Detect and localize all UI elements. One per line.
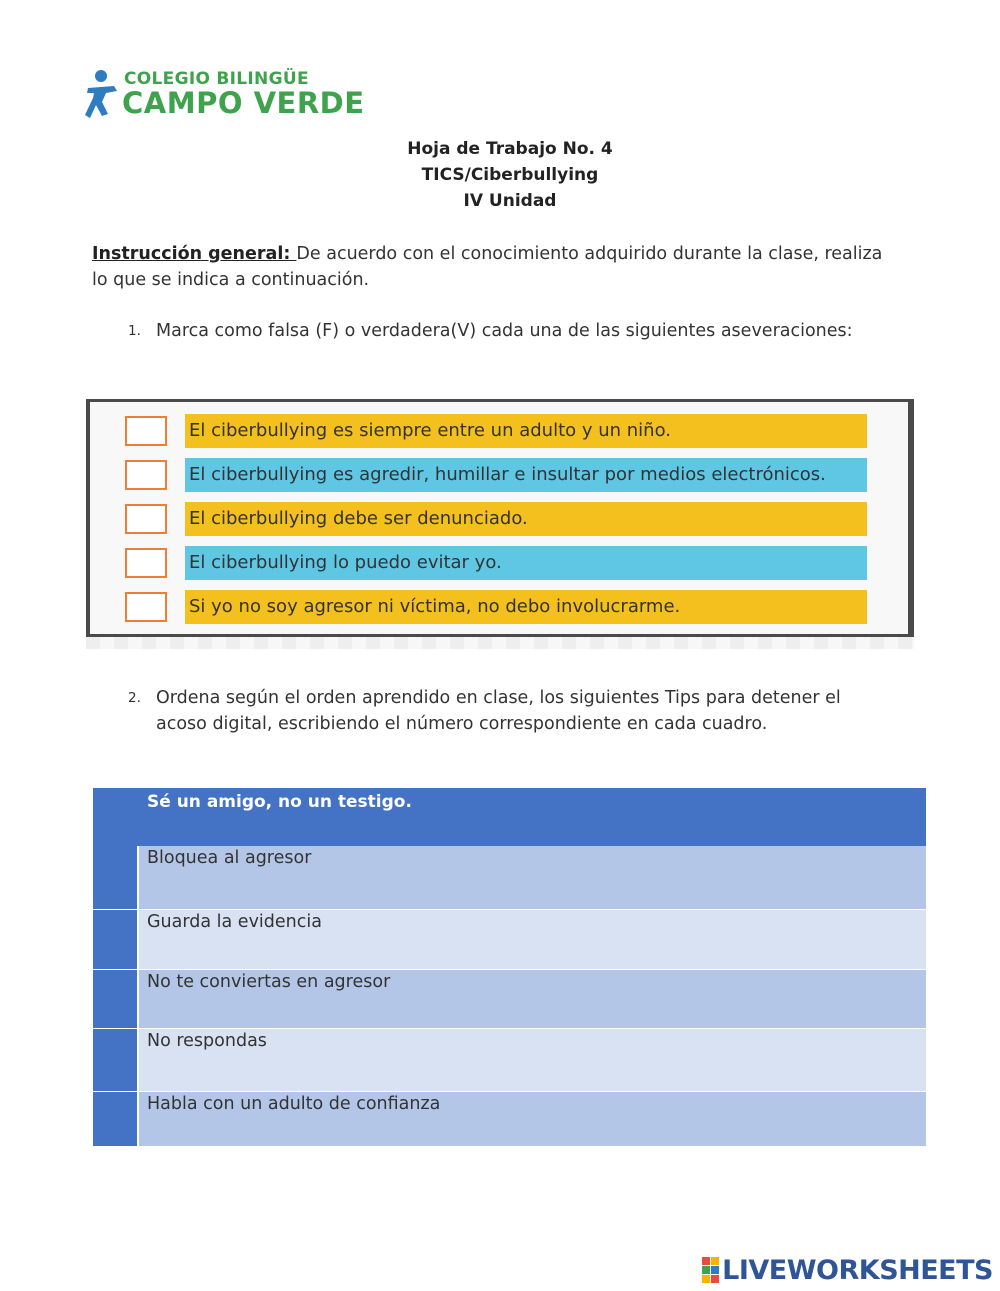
tips-header-text: Sé un amigo, no un testigo. [147,792,412,812]
tip-text: Guarda la evidencia [147,912,322,932]
question-2-line2: acoso digital, escribiendo el número correspondiente en cada cuadro. [156,714,768,734]
order-input-4[interactable] [93,1029,137,1091]
cubes-icon [702,1257,719,1283]
tips-table [93,788,926,1146]
instruction-text: De acuerdo con el conocimiento adquirido durante la clase, realiza lo que se indica a continuación. [92,244,883,290]
worksheet-subject: TICS/Ciberbullying [421,165,599,185]
statement-1: El ciberbullying es siempre entre un adulto y un niño. [185,414,867,448]
answer-box-4[interactable] [125,548,167,578]
tip-cell [139,1029,926,1091]
answer-box-5[interactable] [125,592,167,622]
table-row [93,1092,926,1146]
answer-box-1[interactable] [125,416,167,446]
school-logo [84,66,384,122]
statement-4: El ciberbullying lo puedo evitar yo. [185,546,867,580]
tip-cell [139,910,926,969]
tip-text: Habla con un adulto de confianza [147,1094,441,1114]
tip-text: Bloquea al agresor [147,848,312,868]
tips-header [93,788,926,846]
tip-cell [139,1092,926,1146]
tip-cell [139,970,926,1028]
liveworksheets-brand: LIVEWORKSHEETS [722,1254,993,1286]
order-input-5[interactable] [93,1092,137,1146]
question-1-number: 1. [128,323,141,339]
logo-line2: CAMPO VERDE [122,86,365,120]
tip-text: No respondas [147,1031,267,1051]
liveworksheets-logo [702,1253,993,1287]
answer-box-3[interactable] [125,504,167,534]
question-2-line1: Ordena según el orden aprendido en clase, los siguientes Tips para detener el [156,688,841,708]
statement-5: Si yo no soy agresor ni víctima, no debo involucrarme. [185,590,867,624]
tip-text: No te conviertas en agresor [147,972,391,992]
person-icon [84,66,124,122]
order-input-1[interactable] [93,846,137,909]
table-row [93,846,926,909]
tip-cell [139,846,926,909]
order-input-2[interactable] [93,910,137,969]
general-instruction [92,241,892,293]
question-2-number: 2. [128,690,141,706]
question-1-text: Marca como falsa (F) o verdadera(V) cada una de las siguientes aseveraciones: [156,321,853,341]
instruction-label: Instrucción general: [92,244,297,264]
answer-box-2[interactable] [125,460,167,490]
worksheet-title: Hoja de Trabajo No. 4 [407,139,613,159]
worksheet-unit: IV Unidad [463,191,557,211]
true-false-board [86,399,914,637]
board-shadow [86,637,914,649]
statement-2: El ciberbullying es agredir, humillar e insultar por medios electrónicos. [185,458,867,492]
table-row [93,970,926,1028]
order-input-3[interactable] [93,970,137,1028]
logo-line1: COLEGIO BILINGÜE [124,69,309,89]
table-row [93,910,926,969]
statement-3: El ciberbullying debe ser denunciado. [185,502,867,536]
table-row [93,1029,926,1091]
